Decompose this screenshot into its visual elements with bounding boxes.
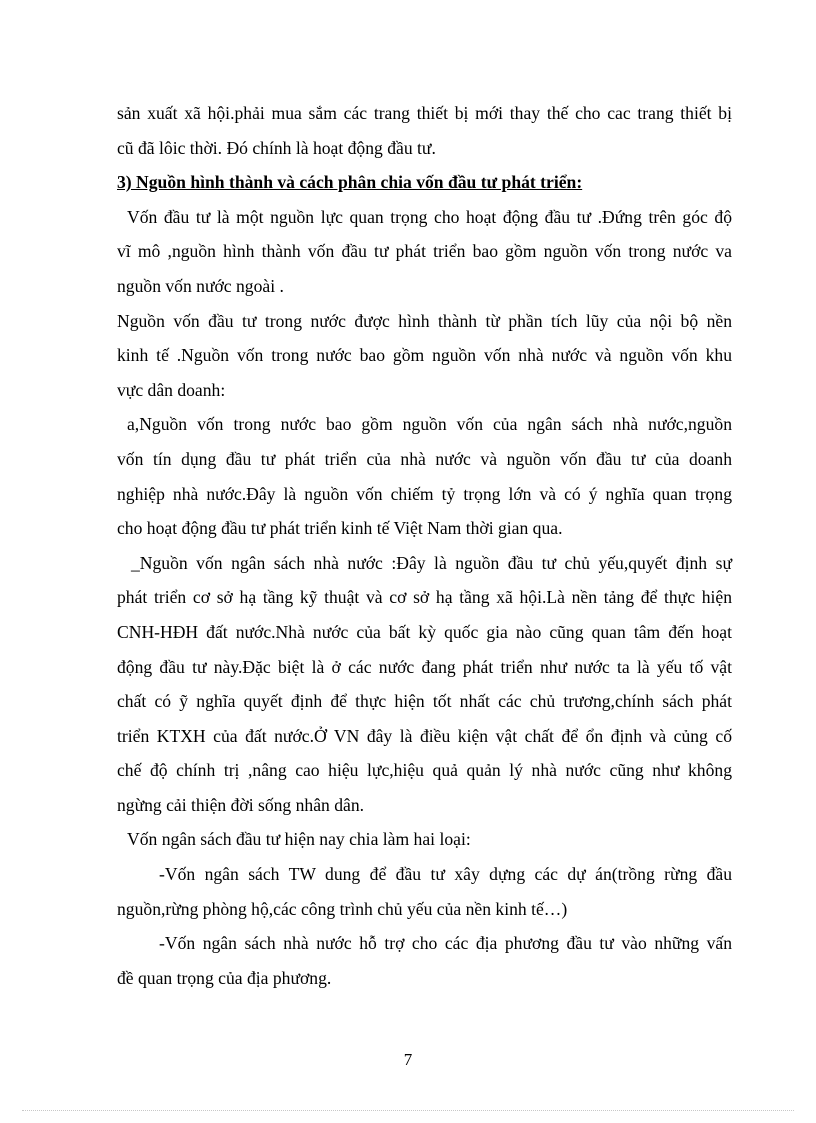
list-item-line: nguồn,rừng phòng hộ,các công trình chủ yếu của nền kinh tế…) <box>117 898 568 919</box>
list-item-line: -Vốn ngân sách nhà nước hỗ trợ cho các địa phương đầu tư vào những vấn <box>159 933 732 954</box>
list-item-line: -Vốn ngân sách TW dung để đầu tư xây dựng các dự án(trồng rừng đầu <box>159 864 732 885</box>
paragraph-line: sản xuất xã hội.phải mua sắm các trang thiết bị mới thay thế cho cac trang thiết bị <box>117 103 732 123</box>
paragraph-line: CNH-HĐH đất nước.Nhà nước của bất kỳ quốc gia nào cũng quan tâm đến hoạt <box>117 621 732 642</box>
paragraph-line: a,Nguồn vốn trong nước bao gồm nguồn vốn của ngân sách nhà nước,nguồn <box>127 414 732 435</box>
paragraph-line: chất có ỹ nghĩa quyết định để thực hiện tốt nhất các chủ trương,chính sách phát <box>117 691 732 712</box>
page-bottom-divider <box>22 1110 794 1111</box>
paragraph-line: Vốn ngân sách đầu tư hiện nay chia làm hai loại: <box>127 829 471 850</box>
paragraph-line: chế độ chính trị ,nâng cao hiệu lực,hiệu quả quản lý nhà nước cũng như không <box>117 760 732 781</box>
paragraph-line: Vốn đầu tư là một nguồn lực quan trọng cho hoạt động đầu tư .Đứng trên góc độ <box>127 206 732 227</box>
paragraph-line: kinh tế .Nguồn vốn trong nước bao gồm nguồn vốn nhà nước và nguồn vốn khu <box>117 345 732 366</box>
document-body <box>117 96 732 995</box>
paragraph-line: nguồn vốn nước ngoài . <box>117 275 284 296</box>
paragraph-line: vốn tín dụng đầu tư phát triển của nhà nước và nguồn vốn đầu tư của doanh <box>117 448 732 469</box>
section-heading: 3) Nguồn hình thành và cách phân chia vốn đầu tư phát triển: <box>117 172 583 193</box>
paragraph-line: nghiệp nhà nước.Đây là nguồn vốn chiếm tỷ trọng lớn và có ý nghĩa quan trọng <box>117 483 732 504</box>
paragraph-line: Nguồn vốn đầu tư trong nước được hình thành từ phần tích lũy của nội bộ nền <box>117 310 732 331</box>
paragraph-line: ngừng cải thiện đời sống nhân dân. <box>117 794 365 815</box>
page-number: 7 <box>403 1050 413 1069</box>
paragraph-line: triển KTXH của đất nước.Ở VN đây là điều kiện vật chất để ổn định và củng cố <box>117 725 732 746</box>
paragraph-line: vực dân doanh: <box>117 379 226 400</box>
paragraph-line: cho hoạt động đầu tư phát triển kinh tế Việt Nam thời gian qua. <box>117 518 563 539</box>
paragraph-line: _Nguồn vốn ngân sách nhà nước :Đây là nguồn đầu tư chủ yếu,quyết định sự <box>131 552 732 573</box>
paragraph-line: vĩ mô ,nguồn hình thành vốn đầu tư phát triển bao gồm nguồn vốn trong nước va <box>117 241 732 262</box>
paragraph-line: động đầu tư này.Đặc biệt là ở các nước đang phát triển như nước ta là yếu tố vật <box>117 656 732 677</box>
paragraph-line: phát triển cơ sở hạ tầng kỹ thuật và cơ sở hạ tầng xã hội.Là nền tảng để thực hiện <box>117 587 732 608</box>
list-item-line: đề quan trọng của địa phương. <box>117 967 332 988</box>
paragraph-line: cũ đã lôic thời. Đó chính là hoạt động đầu tư. <box>117 137 436 158</box>
